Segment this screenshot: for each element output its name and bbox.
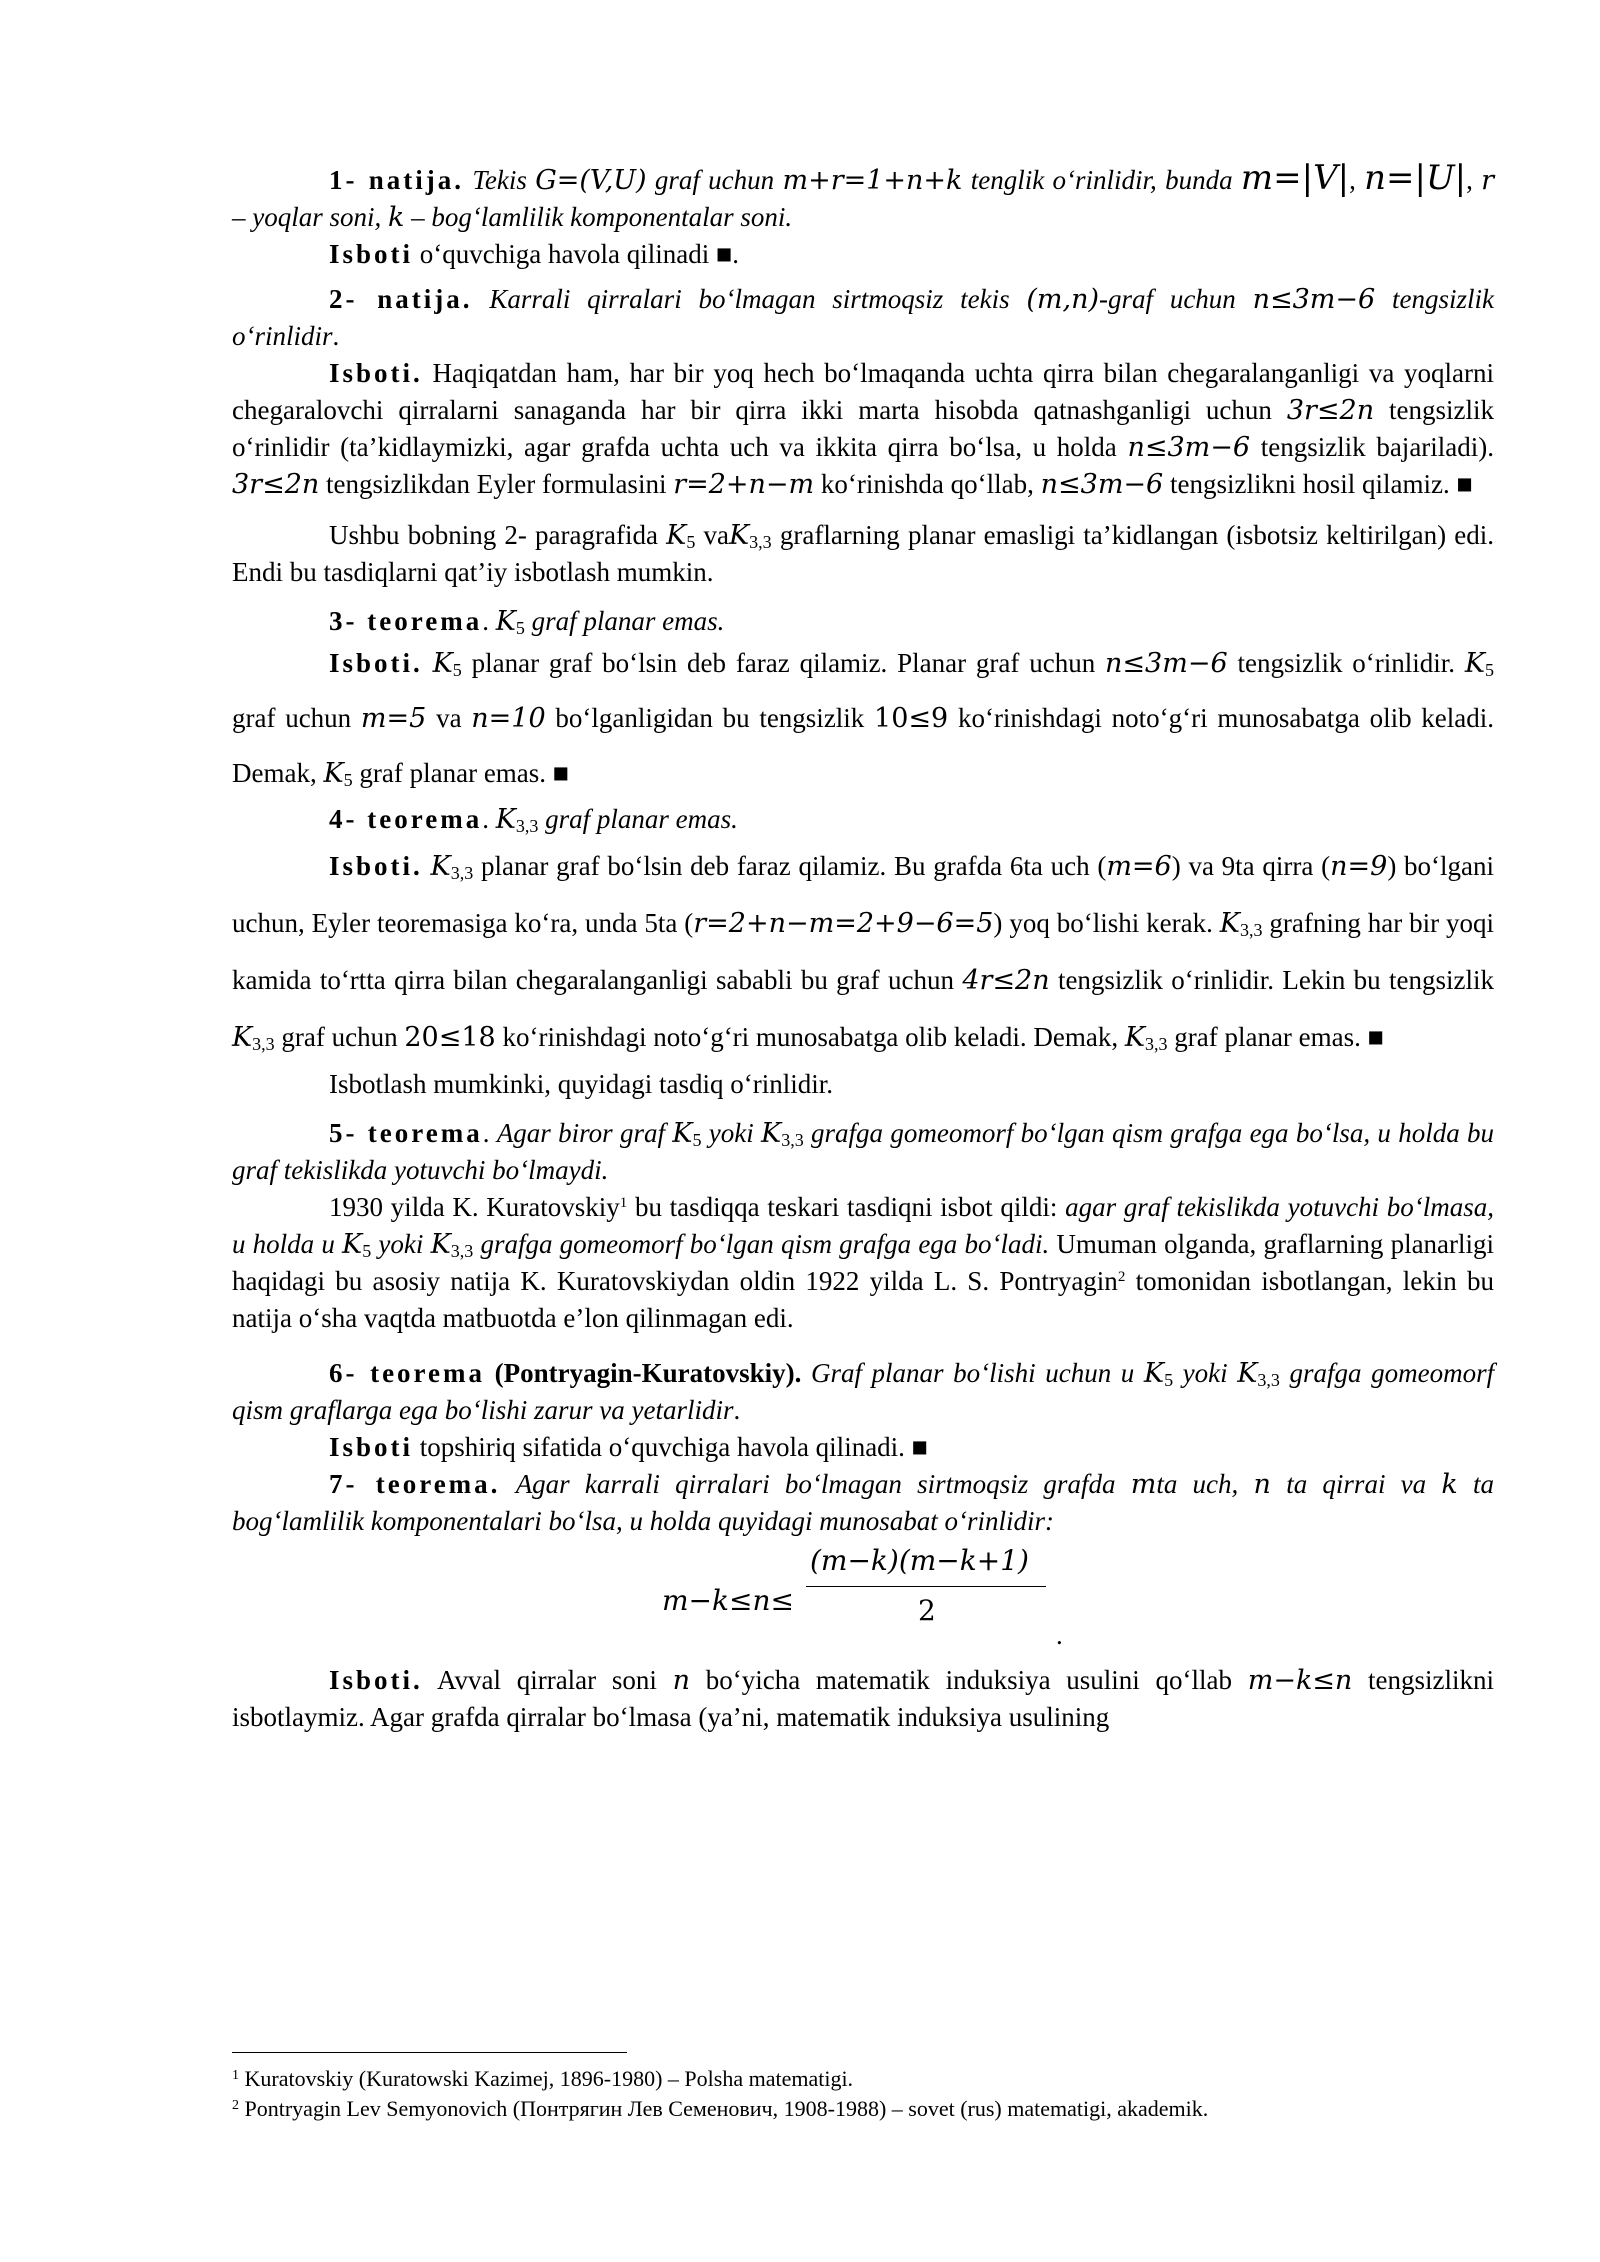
footnote-separator [232,2052,627,2053]
theorem-6: 6- teorema (Pontryagin-Kuratovskiy). Graf planar bo‘lishi uchun u $K_5$ yoki $K_{3,3}$ grafga gomeomorf qism graflarga ega bo‘lishi zarur va yetarlidir. [232,1358,1495,1425]
theorem-3: 3- teorema. $K_5$ graf planar emas. [329,606,725,638]
footnote-1: $^1$ Kuratovskiy (Kuratowski Kazimej, 1896-1980) – Polsha matematigi. [232,2066,854,2091]
formula-lhs: m−k≤n≤ [662,1584,794,1617]
theorem-7-proof: Isboti. Avval qirralar soni n bo‘yicha matematik induksiya usulini qo‘llab m−k≤n tengsizlikni isbotlaymiz. Agar grafda qirralar bo‘lmasa (ya’ni, matematik induksiya usulining [232,1665,1495,1732]
result-2: 2- natija. Karrali qirralari bo‘lmagan sirtmoqsiz tekis (m,n)-graf uchun n≤3m−6 tengsizlik o‘rinlidir. [232,284,1495,351]
theorem-5: 5- teorema. Agar biror graf $K_5$ yoki $K_{3,3}$ grafga gomeomorf bo‘lgan qism grafga ega bo‘lsa, u holda bu graf tekislikda yotuvchi bo‘lmaydi. [232,1118,1495,1185]
fraction-bar [806,1586,1046,1587]
theorem-4-proof: Isboti. $K_{3,3}$ planar graf bo‘lsin deb faraz qilamiz. Bu grafda 6ta uch (m=6) va 9ta qirra (n=9) bo‘lgani uchun, Eyler teoremasiga ko‘ra, unda 5ta (r=2+n−m=2+9−6=5) yoq bo‘lishi kerak. $K_{3,3}$ grafning har bir yoqi kamida to‘rtta qirra bilan chegaralanganligi sababli bu graf uchun 4r≤2n tengsizlik o‘rinlidir. Lekin bu tengsizlik $K_{3,3}$ graf uchun 20≤18 ko‘rinishdagi noto‘g‘ri munosabatga olib keladi. Demak, $K_{3,3}$ graf planar emas. ■ [232,851,1495,1054]
formula-numerator: (m−k)(m−k+1) [810,1544,1029,1577]
result-2-proof: Isboti. Haqiqatdan ham, har bir yoq hech bo‘lmaqanda uchta qirra bilan chegaralanganligi va yoqlarni chegaralovchi qirralarni sanaganda har bir qirra ikki marta hisobda qatnashganligi uchun 3r≤2n tengsizlik o‘rinlidir (ta’kidlaymizki, agar grafda uchta uch va ikkita qirra bo‘lsa, u holda n≤3m−6 tengsizlik bajariladi). 3r≤2n tengsizlikdan Eyler formulasini r=2+n−m ko‘rinishda qo‘llab, n≤3m−6 tengsizlikni hosil qilamiz. ■ [232,358,1495,500]
prove-line: Isbotlash mumkinki, quyidagi tasdiq o‘rinlidir. [329,1069,833,1099]
theorem-3-proof: Isboti. $K_5$ planar graf bo‘lsin deb faraz qilamiz. Planar graf uchun n≤3m−6 tengsizlik o‘rinlidir. $K_5$ graf uchun m=5 va n=10 bo‘lganligidan bu tengsizlik 10≤9 ko‘rinishdagi noto‘g‘ri munosabatga olib keladi. Demak, $K_5$ graf planar emas. ■ [232,648,1495,790]
formula-end: . [1056,1620,1063,1650]
result-1: 1- natija. Tekis G=(V,U) graf uchun m+r=1+n+k tenglik o‘rinlidir, bunda m=|V|, n=|U|, r – yoqlar soni, k – bog‘lamlilik komponentalar soni. [232,158,1495,233]
formula-denominator: 2 [918,1594,936,1627]
footnote-2: $^2$ Pontryagin Lev Semyonovich (Понтрягин Лев Семенович, 1908-1988) – sovet (rus) matematigi, akademik. [232,2096,1209,2121]
page-body [232,160,1494,1736]
intro-paragraph: Ushbu bobning 2- paragrafida $K_5$ vaK$_{3,3}$ graflarning planar emasligi ta’kidlangan (isbotsiz keltirilgan) edi. Endi bu tasdiqlarni qat’iy isbotlash mumkin. [232,520,1494,587]
theorem-6-proof: Isboti topshiriq sifatida o‘quvchiga havola qilinadi. ■ [329,1432,928,1462]
footnotes [232,2064,1494,2124]
result-1-proof: Isboti o‘quvchiga havola qilinadi ■. [329,239,740,269]
theorem-7: 7- teorema. Agar karrali qirralari bo‘lmagan sirtmoqsiz grafda mta uch, n ta qirrai va k ta bog‘lamlilik komponentalari bo‘lsa, u holda quyidagi munosabat o‘rinlidir: [232,1469,1495,1536]
theorem-4: 4- teorema. $K_{3,3}$ graf planar emas. [329,804,738,836]
kuratovskiy-paragraph: 1930 yilda K. Kuratovskiy$^1$ bu tasdiqqa teskari tasdiqni isbot qildi: agar graf tekislikda yotuvchi bo‘lmasa, u holda u $K_5$ yoki $K_{3,3}$ grafga gomeomorf bo‘lgan qism grafga ega bo‘ladi. Umuman olganda, graflarning planarligi haqidagi bu asosiy natija K. Kuratovskiydan oldin 1922 yilda L. S. Pontryagin$^2$ tomonidan isbotlangan, lekin bu natija o‘sha vaqtda matbuotda e’lon qilinmagan edi. [232,1192,1495,1333]
formula-block [232,1540,1494,1658]
